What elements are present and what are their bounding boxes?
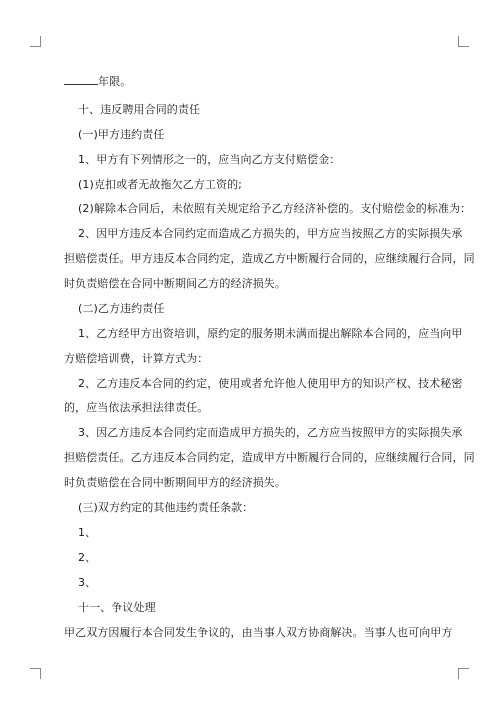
paragraph-a1-1: (1)克扣或者无故拖欠乙方工资的; <box>78 178 242 191</box>
fill-in-blank <box>64 74 98 85</box>
paragraph-a1: 1、甲方有下列情形之一的，应当向乙方支付赔偿金： <box>78 153 341 166</box>
paragraph-b3-line3: 时负责赔偿在合同中断期间甲方的经济损失。 <box>64 476 286 489</box>
paragraph-b1-line1: 1、乙方经甲方出资培训，原约定的服务期未满而提出解除本合同的，应当向甲 <box>78 327 463 340</box>
subheading-party-a-liability: (一)甲方违约责任 <box>78 128 165 141</box>
subheading-other-liability: (三)双方约定的其他违约责任条款： <box>78 501 254 514</box>
paragraph-a2-line2: 担赔偿责任。甲方违反本合同约定，造成乙方中断履行合同的，应继续履行合同，同 <box>64 252 475 265</box>
paragraph-years: 年限。 <box>64 74 131 90</box>
paragraph-a2-line1: 2、因甲方违反本合同约定而造成乙方损失的，甲方应当按照乙方的实际损失承 <box>78 227 463 240</box>
paragraph-b2-line2: 的，应当依法承担法律责任。 <box>64 401 209 414</box>
paragraph-b2-line1: 2、乙方违反本合同的约定，使用或者允许他人使用甲方的知识产权、技术秘密 <box>78 377 463 390</box>
section-heading-10: 十、违反聘用合同的责任 <box>78 103 201 116</box>
list-item-3: 3、 <box>78 576 97 589</box>
paragraph-a2-line3: 时负责赔偿在合同中断期间乙方的经济损失。 <box>64 277 286 290</box>
crop-mark-bottom-right <box>458 668 469 679</box>
list-item-2: 2、 <box>78 551 97 564</box>
section-heading-11: 十一、争议处理 <box>78 601 156 614</box>
crop-mark-top-left <box>30 36 41 47</box>
list-item-1: 1、 <box>78 526 97 539</box>
subheading-party-b-liability: (二)乙方违约责任 <box>78 302 165 315</box>
crop-mark-top-right <box>458 36 469 47</box>
paragraph-b3-line1: 3、因乙方违反本合同约定而造成甲方损失的，乙方应当按照甲方的实际损失承 <box>78 426 463 439</box>
paragraph-b3-line2: 担赔偿责任。乙方违反本合同约定，造成甲方中断履行合同的，应继续履行合同，同 <box>64 451 475 464</box>
paragraph-dispute: 甲乙双方因履行本合同发生争议的，由当事人双方协商解决。当事人也可向甲方 <box>64 626 453 639</box>
paragraph-a1-2: (2)解除本合同后，未依照有关规定给予乙方经济补偿的。支付赔偿金的标准为： <box>78 202 472 215</box>
paragraph-b1-line2: 方赔偿培训费，计算方式为： <box>64 352 209 365</box>
crop-mark-bottom-left <box>30 668 41 679</box>
